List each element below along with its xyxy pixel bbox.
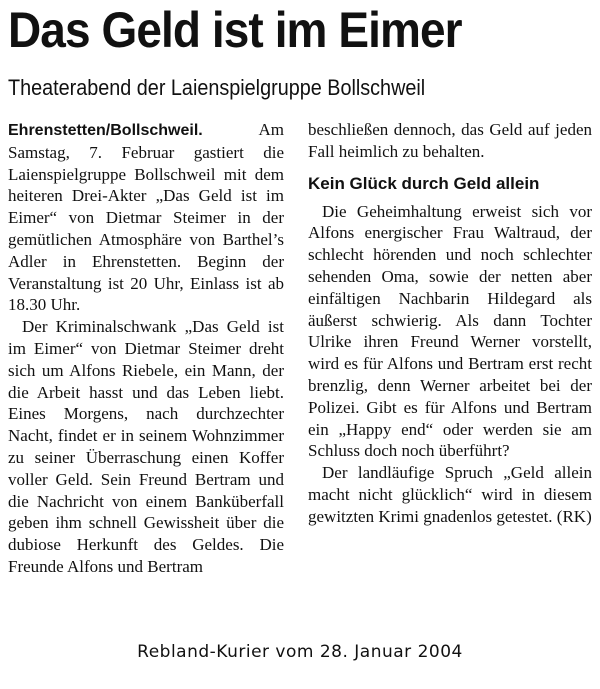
right-column (308, 119, 592, 528)
paragraph-continued: beschließen dennoch, das Geld auf jeden Fall heimlich zu behalten. (308, 120, 592, 161)
source-caption: Rebland-Kurier vom 28. Januar 2004 (137, 642, 463, 662)
subheadline: Theaterabend der Laienspielgruppe Bollschweil (8, 75, 426, 100)
intro-text: Am Samstag, 7. Februar gastiert die Laienspielgruppe Bollschweil mit dem heiteren Drei-Akter „Das Geld ist im Eimer“ von Dietmar Steimer in der gemütlichen Atmosphäre von Barthel’s Adler in Ehrenstetten. Beginn der Veranstaltung ist 20 Uhr, Einlass ist ab 18.30 Uhr. (8, 120, 284, 315)
paragraph-closing: Der landläufige Spruch „Geld allein macht nicht glücklich“ wird in diesem gewitzten Krimi gnadenlos getestet. (RK) (308, 463, 592, 526)
paragraph-plot: Der Kriminalschwank „Das Geld ist im Eimer“ von Dietmar Steimer dreht sich um Alfons Riebele, ein Mann, der die Arbeit hasst und das Leben liebt. Eines Morgens, nach durchzechter Nacht, findet er in seinem Wohnzimmer zu seiner Überraschung einen Koffer voller Geld. Sein Freund Bertram und die Nachricht von einem Banküberfall geben ihm schnell Gewissheit über die dubiose Herkunft des Geldes. Die Freunde Alfons und Bertram (8, 317, 284, 576)
dateline: Ehrenstetten/Bollschweil. (8, 122, 203, 139)
headline: Das Geld ist im Eimer (8, 2, 462, 58)
crosshead: Kein Glück durch Geld allein (308, 173, 540, 193)
left-column (8, 119, 284, 578)
intro-paragraph (8, 119, 284, 316)
paragraph-secrecy: Die Geheimhaltung erweist sich vor Alfons energischer Frau Waltraud, der schlecht hörenden und noch schlechter sehenden Oma, sowie der netten aber einfältigen Nachbarin Hildegard als äußerst schwierig. Als dann Tochter Ulrike ihren Freund Werner vorstellt, wird es für Alfons und Bertram erst recht brenzlig, denn Werner arbeitet bei der Polizei. Gibt es für Alfons und Bertram ein „Happy end“ oder werden sie am Schluss doch noch überführt? (308, 201, 592, 461)
